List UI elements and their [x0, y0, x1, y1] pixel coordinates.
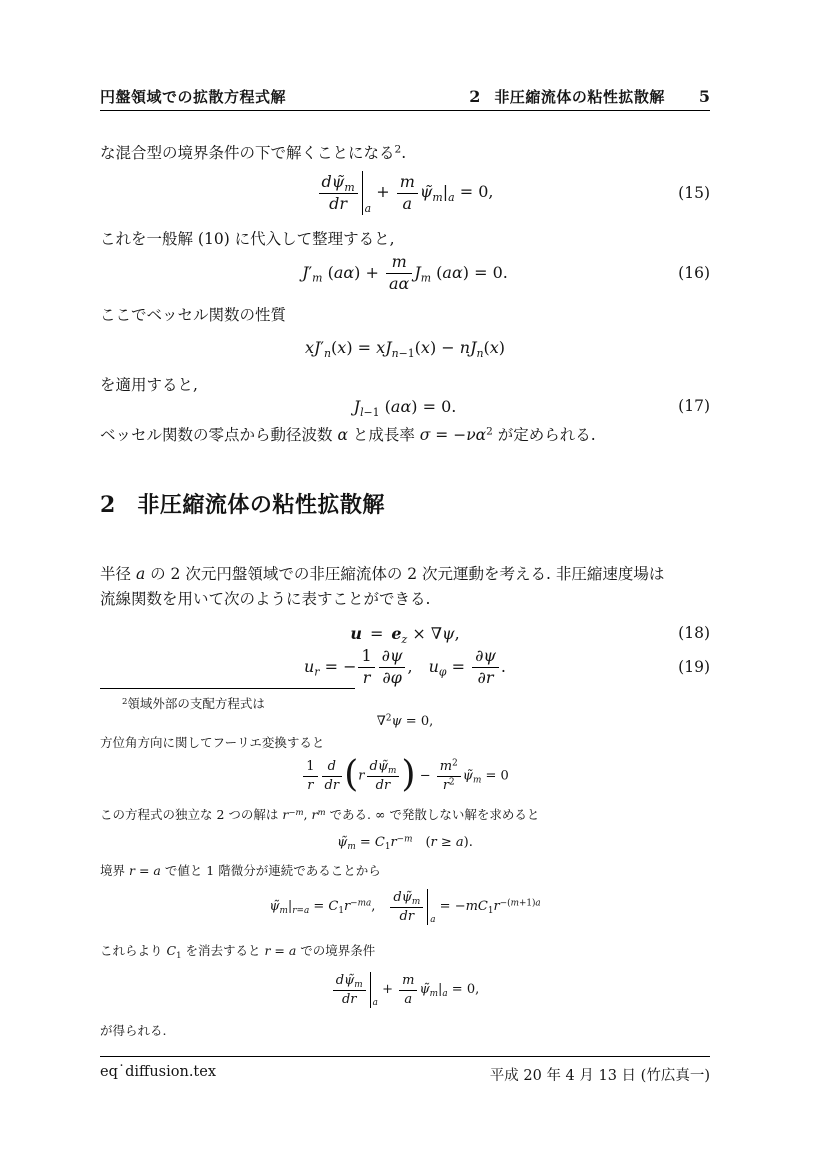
paragraph-bessel-property: ここでベッセル関数の性質 [100, 306, 287, 324]
equation-18 [100, 620, 710, 646]
footer-spacer [216, 1064, 490, 1085]
footer-filename: eq˙diffusion.tex [100, 1064, 217, 1080]
section-title: 非圧縮流体の粘性拡散解 [137, 493, 385, 518]
paragraph-incompressible-intro [100, 562, 710, 612]
equation-bessel-identity [100, 336, 710, 358]
page-footer [100, 1064, 710, 1085]
footnote-equation-outer-solution [100, 832, 710, 852]
footnote-equation-boundary-condition-content: $\frac{d\psĩ_m}{dr}$ a + $\frac{m}{a}$ $\psĩ_m|_a = 0$, [331, 972, 479, 1007]
equation-15 [100, 166, 710, 220]
footnote-line-independent-solutions: この方程式の独立な 2 つの解は $r^{-m}$, $r^m$ である. ∞ で発散しない解を求めると [100, 807, 540, 822]
header-rule [100, 110, 710, 111]
header-section-title: 非圧縮流体の粘性拡散解 [494, 88, 665, 106]
paragraph-boundary-condition: な混合型の境界条件の下で解くことになる$^2$. [100, 143, 407, 162]
paragraph-zeros-growth-rate: ベッセル関数の零点から動径波数 α と成長率 $\sigma = -\nu\alpha^2$ が定められる. [100, 425, 596, 444]
equation-17-content: $J_{l-1}$ (aα) = 0. [353, 396, 457, 419]
paragraph-line-1: 半径 a の 2 次元円盤領域での非圧縮流体の 2 次元運動を考える. 非圧縮速度場は [100, 565, 665, 583]
equation-16-content: $J'_m$ (aα) + $\frac{m}{a\alpha}$ $J_m$ (aα) = 0. [302, 251, 508, 293]
footnote-line-governing-equation: $^2$領域外部の支配方程式は [122, 696, 265, 711]
footnote-line-continuity: 境界 r = a で値と 1 階微分が連続であることから [100, 863, 381, 878]
header-section-number: 2 [469, 87, 481, 106]
paragraph-line-2: 流線関数を用いて次のように表すことができる. [100, 590, 431, 608]
equation-bessel-content: $xJ'_n(x) = xJ_{n-1}(x) - nJ_n(x)$ [304, 337, 506, 360]
section-number: 2 [100, 492, 116, 518]
footnote-line-obtained: が得られる. [100, 1023, 167, 1038]
footnote-equation-ode [100, 752, 710, 800]
equation-16-number: (16) [678, 264, 710, 282]
footnote-equation-boundary-condition [100, 966, 710, 1014]
equation-15-number: (15) [678, 184, 710, 202]
equation-15-content: $\frac{d\psĩ_m}{dr}$ a + $\frac{m}{a}$ $\psĩ_m|_a = 0$, [317, 171, 494, 214]
footnote-line-fourier: 方位角方向に関してフーリエ変換すると [100, 735, 325, 750]
footnote-equation-ode-content: $\frac{1}{r}$ $\frac{d}{dr}$ (r $\frac{d\psĩ_m}{dr}$ ) − $\frac{m^2}{r^2}$ $\psĩ_m = 0$ [301, 760, 509, 792]
paragraph-apply: を適用すると, [100, 376, 198, 394]
footnote-equation-laplace-content: ∇$^2$ψ = 0, [376, 713, 434, 729]
equation-18-content: u = $e_z \times \nabla\psi$, [350, 623, 460, 646]
section-heading [100, 488, 710, 519]
footnote-equation-matching [100, 884, 710, 930]
page-header [100, 86, 710, 107]
footnote-line-eliminate-c1: これらより $C_1$ を消去すると r = a での境界条件 [100, 943, 376, 961]
footnote-rule [100, 688, 355, 689]
footer-date-author: 平成 20 年 4 月 13 日 (竹広真一) [489, 1068, 710, 1084]
footnote-equation-outer-solution-content: $\psĩ_m = C_1r^{-m}$ (r ≥ a). [337, 834, 473, 852]
header-left-title: 円盤領域での拡散方程式解 [100, 88, 287, 106]
equation-18-number: (18) [678, 624, 710, 642]
equation-17 [100, 395, 710, 417]
equation-19-content: $u_r$ = − $\frac{1}{r}$ $\frac{\partial\psi}{\partial\varphi}$ , $u_\varphi$ = $\frac{\partial\psi}{\partial r}$ . [303, 645, 507, 687]
equation-19-number: (19) [678, 658, 710, 676]
footnote-equation-laplace [100, 712, 710, 730]
footer-rule [100, 1056, 710, 1057]
header-page-number: 5 [698, 87, 710, 106]
equation-17-number: (17) [678, 397, 710, 415]
equation-19 [100, 645, 710, 689]
paragraph-substitute-general-solution: これを一般解 (10) に代入して整理すると, [100, 230, 395, 248]
equation-16 [100, 248, 710, 298]
footnote-equation-matching-content: $\psĩ_m|_{r=a} = C_1r^{-ma}$, $\frac{d\psĩ_m}{dr}$ a = $-mC_1r^{-(m+1)a}$ [269, 889, 541, 925]
